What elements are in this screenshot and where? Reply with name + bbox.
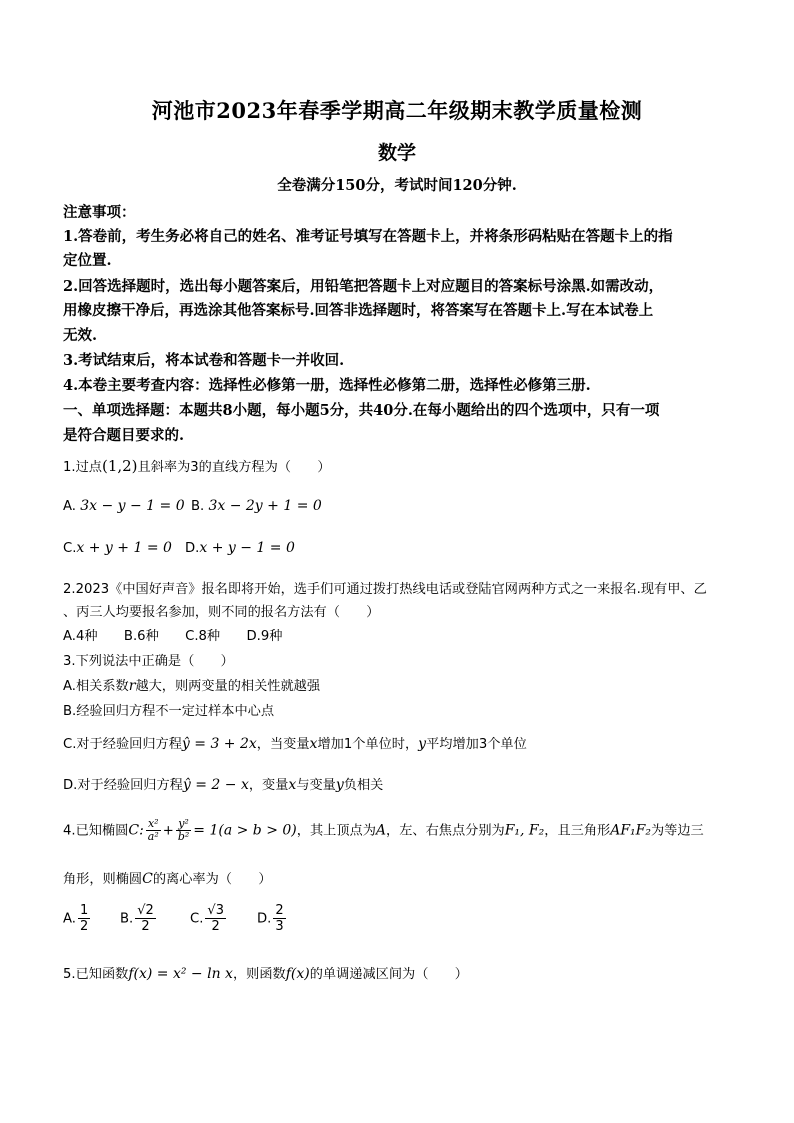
q1-option-d-label: D. — [185, 541, 200, 556]
q4-triangle: AF₁F₂ — [610, 822, 651, 839]
notice-item-2b: 用橡皮擦干净后，再选涂其他答案标号.回答非选择题时，将答案写在答题卡上.写在本试卷上 — [63, 302, 654, 319]
notice-item-2c: 无效. — [63, 327, 98, 344]
q4-option-b-den: 2 — [141, 919, 150, 934]
q3-option-c — [63, 733, 527, 752]
q1-option-b-text: 3x − 2y + 1 = 0 — [208, 498, 322, 514]
q4-stem-f-a: 角形，则椭圆 — [63, 872, 143, 887]
q4-option-b — [120, 903, 158, 934]
q4-option-a — [63, 903, 92, 934]
q1-option-c-label: C. — [63, 541, 77, 556]
q4-ellipse-name-2: C — [142, 871, 153, 887]
q3-option-c-text-2: ，当变量 — [256, 737, 310, 752]
exam-info: 全卷满分150分，考试时间120分钟. — [277, 177, 517, 194]
q4-eq-tail: = 1(a > b > 0) — [193, 822, 297, 839]
q4-option-c-num: √3 — [207, 903, 224, 918]
q4-option-a-label: A. — [63, 911, 76, 927]
question-4-stem: 4.已知椭圆C: $\frac{\text{x²}}{\text{a²}}$ + $\frac{\text{y²}}{\text{b²}}$ = 1(a > b > 0)，其上顶点为A，左、右焦点分别为F₁, F₂，且三角形AF₁F₂为等边三 — [63, 817, 704, 843]
q4-stem-d: ，且三角形 — [544, 823, 611, 839]
q4-option-c — [190, 903, 228, 934]
question-5-stem — [63, 963, 468, 982]
q3-option-d-text-3: 与变量 — [296, 778, 336, 793]
q3-option-a-var: r — [128, 678, 136, 694]
q1-stem-a: 1.过点 — [63, 460, 102, 475]
q4-option-a-num: 1 — [79, 903, 89, 918]
q3-option-a-text-2: 越大，则两变量的相关性就越强 — [135, 679, 321, 694]
q1-option-d-text: x + y − 1 = 0 — [199, 540, 295, 556]
q3-option-c-eq: ŷ = 3 + 2x — [181, 736, 257, 752]
q4-frac-y-num: y² — [176, 818, 191, 831]
q3-option-d-text-2: ，变量 — [248, 778, 289, 793]
question-1-stem — [63, 456, 331, 475]
q4-ellipse-name: C — [128, 822, 140, 839]
q3-option-d-text-1: D.对于经验回归方程 — [63, 778, 183, 793]
notice-item-1a: 1.答卷前，考生务必将自己的姓名、准考证号填写在答题卡上，并将条形码粘贴在答题卡上的指 — [63, 228, 673, 245]
notice-item-1b: 定位置. — [63, 252, 112, 269]
question-2-stem-a: 2.2023《中国好声音》报名即将开始，选手们可通过拨打热线电话或登陆官网两种方式之一来报名.现有甲、乙 — [63, 582, 707, 597]
q4-vertex: A — [375, 822, 387, 839]
q3-option-d-var: x — [288, 777, 297, 793]
q3-option-c-text-3: 增加1个单位时， — [317, 737, 419, 752]
q4-option-d — [257, 903, 288, 934]
question-3-stem: 3.下列说法中正确是（ ） — [63, 654, 234, 669]
q4-option-b-frac — [135, 903, 156, 934]
q4-option-a-frac — [78, 903, 90, 934]
q3-option-c-var: x — [309, 736, 318, 752]
q4-stem-a: 4.已知椭圆 — [63, 823, 129, 839]
subject-title: 数学 — [377, 142, 416, 164]
notice-item-4: 4.本卷主要考查内容：选择性必修第一册，选择性必修第二册，选择性必修第三册. — [63, 377, 591, 394]
q4-frac-y — [176, 818, 191, 843]
notice-heading: 注意事项： — [63, 204, 136, 221]
q4-option-d-label: D. — [257, 911, 272, 927]
section-heading-b: 是符合题目要求的. — [63, 427, 185, 444]
q4-option-c-den: 2 — [211, 919, 220, 934]
q4-option-c-label: C. — [190, 911, 204, 927]
q5-function: f(x) = x² − ln x — [128, 966, 233, 982]
q4-option-a-den: 2 — [79, 919, 89, 934]
q3-option-c-var2: y — [418, 736, 427, 752]
exam-title: 河池市2023年春季学期高二年级期末教学质量检测 — [151, 98, 643, 123]
q4-foci: F₁, F₂ — [504, 822, 545, 839]
q1-option-c — [63, 540, 172, 556]
q4-option-d-num: 2 — [275, 903, 284, 918]
q3-option-a-text-1: A.相关系数 — [63, 679, 129, 694]
q4-frac-y-den: b² — [177, 830, 190, 843]
notice-item-3: 3.考试结束后，将本试卷和答题卡一并收回. — [63, 352, 345, 369]
question-4-stem-2 — [63, 868, 272, 887]
q3-option-a — [63, 675, 320, 694]
q3-option-c-text-1: C.对于经验回归方程 — [63, 737, 182, 752]
q3-option-d-text-4: 负相关 — [343, 778, 384, 793]
q3-option-d — [63, 774, 383, 793]
q4-option-c-frac — [205, 903, 226, 934]
q1-option-a-text: 3x − y − 1 = 0 — [80, 498, 185, 514]
q3-option-b: B.经验回归方程不一定过样本中心点 — [63, 704, 275, 719]
q4-option-d-den: 3 — [275, 919, 284, 934]
q4-option-d-frac — [273, 903, 285, 934]
q4-frac-x-num: x² — [146, 818, 161, 831]
q4-stem-f-b: 的离心率为（ ） — [152, 872, 272, 887]
question-2-options: A.4种 B.6种 C.8种 D.9种 — [63, 629, 283, 644]
q1-option-d — [185, 540, 295, 556]
q3-option-c-text-4: 平均增加3个单位 — [426, 737, 527, 752]
q1-point: (1,2) — [101, 457, 138, 475]
q5-stem-b: ，则函数 — [232, 967, 286, 982]
question-2-stem-b: 、丙三人均要报名参加，则不同的报名方法有（ ） — [63, 605, 380, 620]
q1-option-b — [191, 498, 322, 514]
q1-option-a-label: A. — [63, 499, 76, 514]
q1-option-a — [63, 498, 185, 514]
q1-option-c-text: x + y + 1 = 0 — [76, 540, 172, 556]
q4-stem-c: ，左、右焦点分别为 — [386, 823, 505, 839]
q5-stem-a: 5.已知函数 — [63, 967, 129, 982]
q4-stem-e: 为等边三 — [650, 823, 704, 839]
notice-item-2a: 2.回答选择题时，选出每小题答案后，用铅笔把答题卡上对应题目的答案标号涂黑.如需改动， — [63, 278, 664, 295]
q1-stem-b: 且斜率为3的直线方程为（ ） — [137, 460, 331, 475]
q3-option-d-var2: y — [335, 777, 344, 793]
q4-option-b-label: B. — [120, 911, 134, 927]
q5-function-2: f(x) — [285, 966, 310, 982]
q3-option-d-eq: ŷ = 2 − x — [182, 777, 249, 793]
q4-frac-x — [146, 818, 161, 843]
q1-option-b-label: B. — [191, 499, 205, 514]
q4-frac-x-den: a² — [147, 830, 159, 843]
q4-option-b-num: √2 — [137, 903, 154, 918]
q4-stem-b: ，其上顶点为 — [296, 823, 376, 839]
q5-stem-c: 的单调递减区间为（ ） — [309, 967, 468, 982]
section-heading-a: 一、单项选择题：本题共8小题，每小题5分，共40分.在每小题给出的四个选项中，只有一项 — [63, 402, 660, 419]
